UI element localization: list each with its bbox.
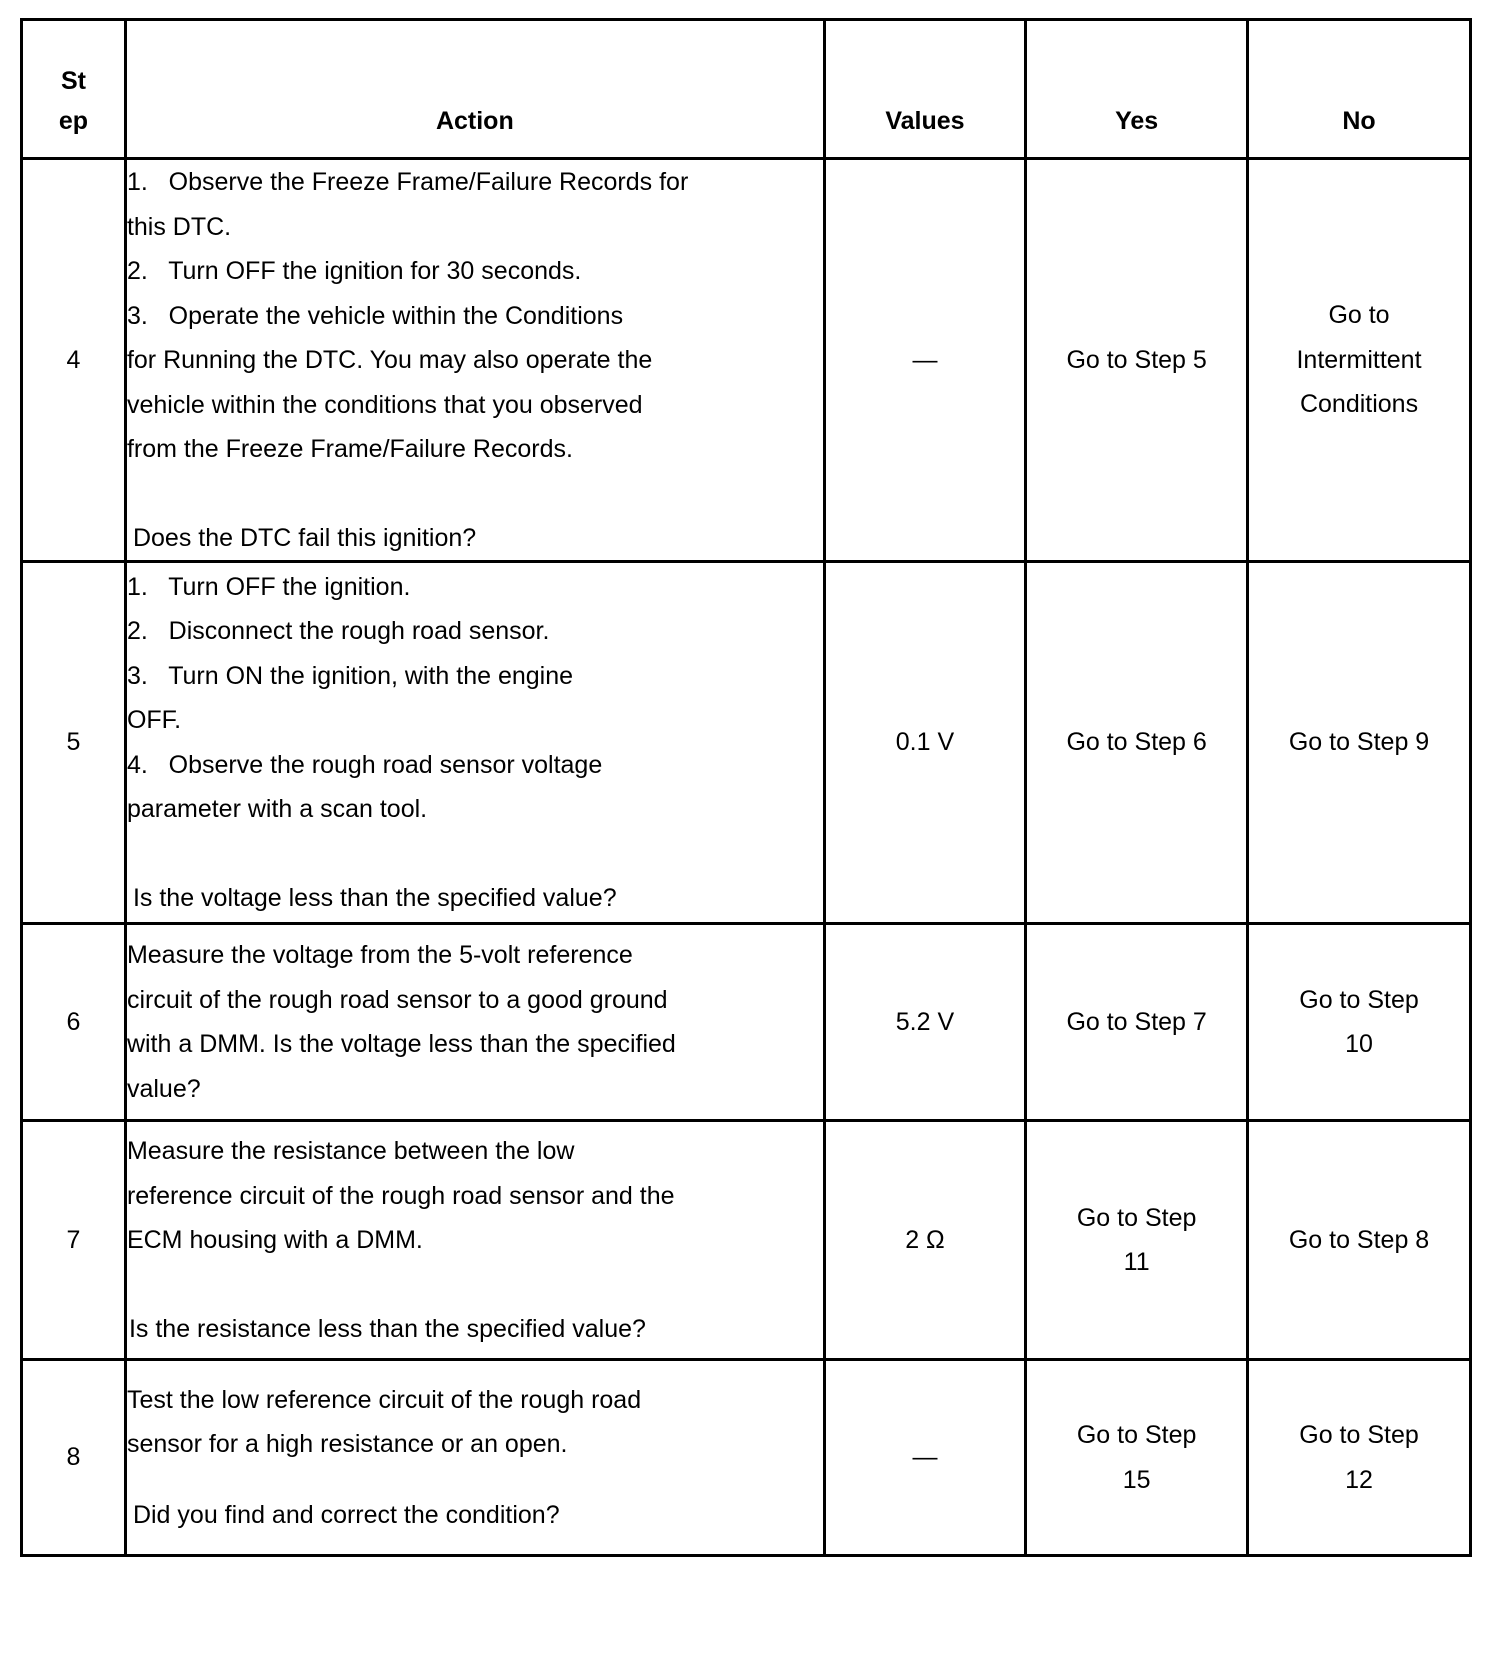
table-row (22, 562, 1471, 924)
no-cell (1248, 1121, 1471, 1360)
action-line: sensor for a high resistance or an open. (126, 1430, 568, 1459)
action-cell (125, 159, 824, 562)
action-line: for Running the DTC. You may also operate the (126, 346, 653, 374)
yes-text: Go to Step (1076, 1203, 1197, 1232)
yes-cell (1026, 1360, 1248, 1556)
header-row (22, 20, 1471, 159)
no-text: 10 (1345, 1030, 1373, 1058)
action-cell (125, 1360, 824, 1556)
value-cell: — (824, 1360, 1025, 1556)
value-cell: 2 Ω (824, 1121, 1025, 1360)
yes-text: 11 (1123, 1248, 1150, 1276)
header-values: Values (824, 20, 1025, 159)
action-line: Test the low reference circuit of the rough road (126, 1385, 642, 1414)
yes-text: Go to Step 5 (1066, 345, 1207, 374)
step-number: 5 (22, 562, 126, 924)
action-question: Does the DTC fail this ignition? (132, 523, 477, 552)
header-step-line-2: ep (58, 107, 89, 135)
action-line: 1. Observe the Freeze Frame/Failure Records for (126, 168, 689, 196)
yes-text: Go to Step 6 (1066, 728, 1207, 757)
action-question: Is the resistance less than the specified value? (128, 1314, 646, 1343)
yes-cell (1026, 1121, 1248, 1360)
step-number: 8 (22, 1360, 126, 1556)
no-text: 12 (1345, 1465, 1373, 1494)
no-cell (1248, 159, 1471, 562)
value-cell: 5.2 V (824, 924, 1025, 1121)
step-number: 6 (22, 924, 126, 1121)
action-question: Did you find and correct the condition? (132, 1500, 560, 1529)
action-line: parameter with a scan tool. (126, 795, 428, 824)
header-step (22, 20, 126, 159)
no-cell (1248, 924, 1471, 1121)
value-cell: — (824, 159, 1025, 562)
no-text: Intermittent (1296, 345, 1422, 374)
table-row (22, 1121, 1471, 1360)
action-line: Measure the resistance between the low (126, 1137, 575, 1165)
action-line: vehicle within the conditions that you observed (126, 390, 643, 419)
value-cell: 0.1 V (824, 562, 1025, 924)
no-text: Go to Step 8 (1288, 1225, 1430, 1254)
action-line: value? (126, 1074, 201, 1103)
header-yes: Yes (1026, 20, 1248, 159)
action-line: reference circuit of the rough road sensor and the (126, 1181, 675, 1210)
table-row (22, 159, 1471, 562)
action-line: with a DMM. Is the voltage less than the specified (126, 1030, 676, 1058)
action-line: Measure the voltage from the 5-volt reference (126, 941, 633, 969)
no-text: Go to (1328, 301, 1390, 330)
step-number: 4 (22, 159, 126, 562)
step-number: 7 (22, 1121, 126, 1360)
action-line: from the Freeze Frame/Failure Records. (126, 435, 573, 463)
table-row (22, 1360, 1471, 1556)
action-cell (125, 1121, 824, 1360)
yes-text: Go to Step 7 (1066, 1007, 1207, 1036)
action-cell (125, 924, 824, 1121)
action-line: 4. Observe the rough road sensor voltage (126, 750, 603, 779)
action-question: Is the voltage less than the specified value? (132, 883, 617, 912)
action-line: circuit of the rough road sensor to a good ground (126, 985, 668, 1014)
action-line: OFF. (126, 706, 182, 735)
action-line: 2. Disconnect the rough road sensor. (126, 617, 550, 646)
no-text: Conditions (1299, 390, 1419, 419)
action-line: 3. Turn ON the ignition, with the engine (126, 661, 574, 690)
action-line: 2. Turn OFF the ignition for 30 seconds. (126, 257, 582, 285)
yes-cell (1026, 562, 1248, 924)
no-cell (1248, 562, 1471, 924)
no-cell (1248, 1360, 1471, 1556)
header-step-line-1: St (60, 67, 86, 95)
yes-cell (1026, 924, 1248, 1121)
table-row (22, 924, 1471, 1121)
action-line: 1. Turn OFF the ignition. (126, 572, 411, 601)
action-line: this DTC. (126, 212, 232, 241)
no-text: Go to Step (1299, 985, 1419, 1014)
no-text: Go to Step (1299, 1421, 1419, 1449)
diagnostic-table (20, 18, 1472, 1557)
action-line: 3. Operate the vehicle within the Conditions (126, 301, 624, 330)
yes-text: Go to Step (1076, 1421, 1197, 1449)
header-no: No (1248, 20, 1471, 159)
no-text: Go to Step 9 (1288, 728, 1430, 757)
action-cell (125, 562, 824, 924)
header-action: Action (125, 20, 824, 159)
action-line: ECM housing with a DMM. (126, 1226, 423, 1254)
yes-cell (1026, 159, 1248, 562)
yes-text: 15 (1122, 1465, 1151, 1494)
